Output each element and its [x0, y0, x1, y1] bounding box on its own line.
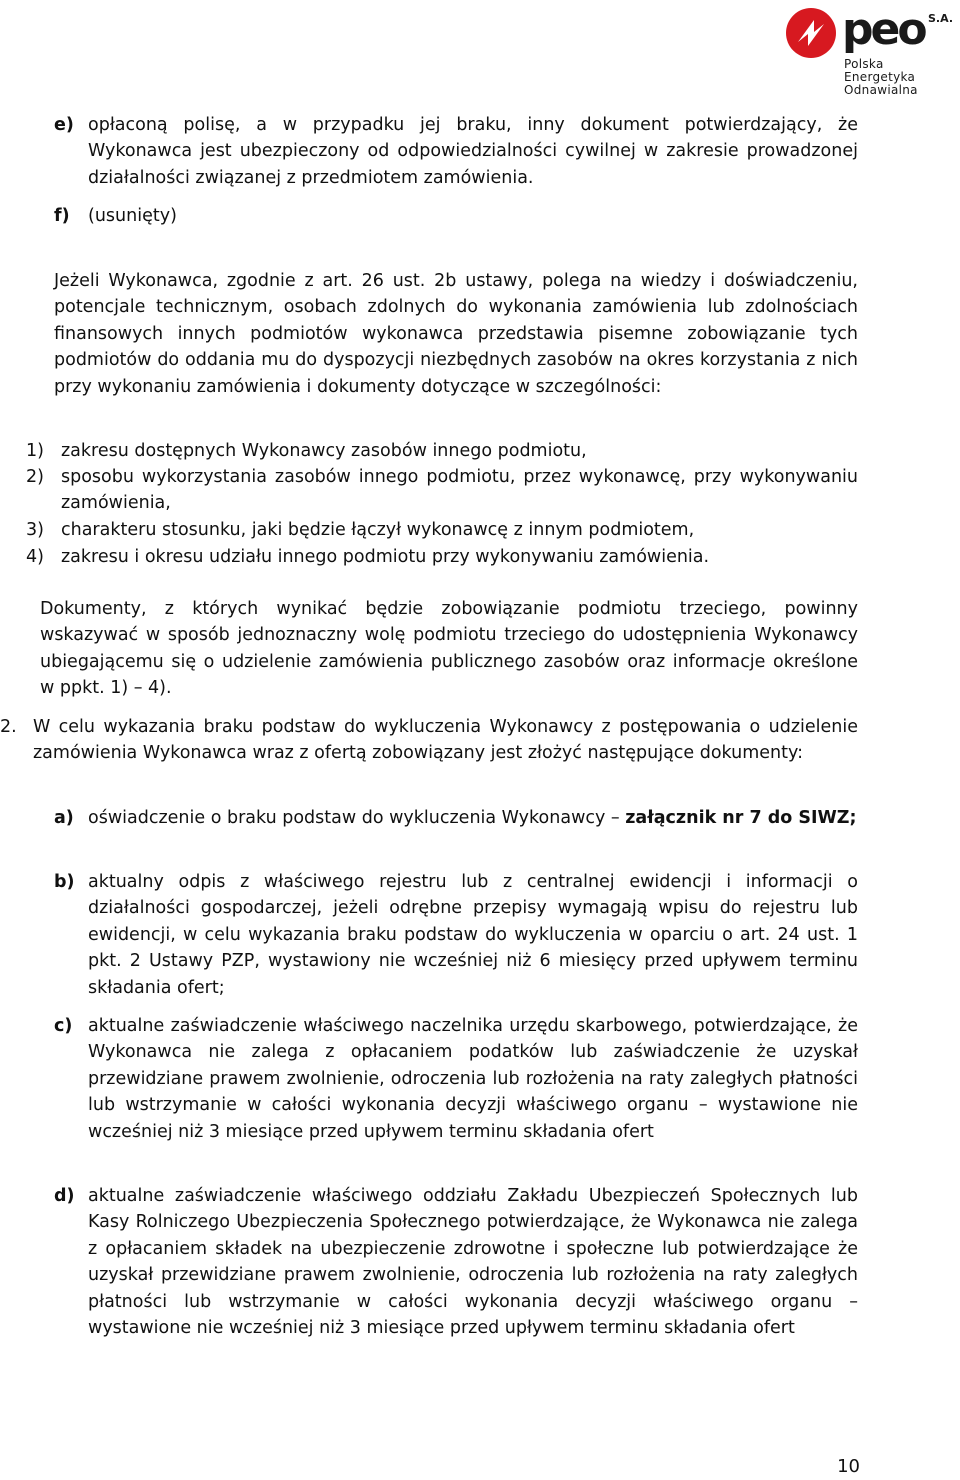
paragraph-resources: Jeżeli Wykonawca, zgodnie z art. 26 ust. 2b ustawy, polega na wiedzy i doświadczeniu, potencjale technicznym, osobach zdolnych do wykonania zamówienia lub zdolnościach finansowych innych podmiotów wykonawca przedstawia pisemne zobowiązanie tych podmiotów do oddania mu do dyspozycji niezbędnych zasobów na okres korzystania z nich przy wykonaniu zamówienia i dokumenty dotyczące w szczególności:	[54, 271, 858, 397]
list-item-label: b)	[54, 872, 75, 892]
paragraph-third-party-documents: Dokumenty, z których wynikać będzie zobowiązanie podmiotu trzeciego, powinny wskazywać w sposób jednoznaczny wolę podmiotu trzeciego do udostępnienia Wykonawcy ubiegającemu się o udzielenie zamówienia publicznego zasobów oraz informacje określone w ppkt. 1) – 4).	[40, 599, 858, 699]
logo-suffix: S.A.	[928, 12, 953, 25]
attachment-reference: załącznik nr 7 do SIWZ;	[625, 808, 857, 828]
list-item-text: (usunięty)	[88, 206, 177, 226]
list-item-text: aktualny odpis z właściwego rejestru lub z centralnej ewidencji i informacji o działalności gospodarczej, jeżeli odrębne przepisy wymagają wpisu do rejestru lub ewidencji, w celu wykazania braku podstaw do wykluczenia w oparciu o art. 24 ust. 1 pkt. 2 Ustawy PZP, wystawiony nie wcześniej niż 6 miesięcy przed upływem terminu składania ofert;	[88, 872, 858, 998]
list-item-text	[88, 805, 858, 831]
numbered-item-label: 1)	[26, 441, 44, 461]
list-item-text: aktualne zaświadczenie właściwego oddziału Zakładu Ubezpieczeń Społecznych lub Kasy Rolniczego Ubezpieczenia Społecznego potwierdzające, że Wykonawca nie zalega z opłacaniem składek na ubezpieczenie zdrowotne i społeczne lub potwierdzające że uzyskał przewidziane prawem zwolnienie, odroczenia lub rozłożenia na raty zaległych płatności lub wstrzymanie w całości wykonania decyzji właściwego organu – wystawione nie wcześniej niż 3 miesiące przed upływem terminu składania ofert	[88, 1186, 858, 1339]
peo-logo-mark-icon	[784, 6, 838, 60]
company-logo	[784, 4, 956, 97]
numbered-item-label: 4)	[26, 547, 44, 567]
page-number: 10	[837, 1456, 860, 1477]
numbered-item-text: sposobu wykorzystania zasobów innego podmiotu, przez wykonawcę, przy wykonywaniu zamówienia,	[61, 467, 858, 514]
list-item-label: f)	[54, 206, 70, 226]
logo-subtitle-line2: Odnawialna	[844, 83, 918, 97]
list-item-text: opłaconą polisę, a w przypadku jej braku, inny dokument potwierdzający, że Wykonawca jest ubezpieczony od odpowiedzialności cywilnej w zakresie prowadzonej działalności związanej z przedmiotem zamówienia.	[88, 115, 858, 188]
logo-wordmark: peo	[842, 4, 925, 55]
numbered-item-text: charakteru stosunku, jaki będzie łączył wykonawcę z innym podmiotem,	[61, 520, 695, 540]
list-item-text: aktualne zaświadczenie właściwego naczelnika urzędu skarbowego, potwierdzające, że Wykonawca nie zalega z opłacaniem podatków lub zaświadczenie że uzyskał przewidziane prawem zwolnienie, odroczenia lub rozłożenia na raty zaległych płatności lub wstrzymanie w całości wykonania decyzji właściwego organu – wystawione nie wcześniej niż 3 miesiące przed upływem terminu składania ofert	[88, 1016, 858, 1142]
numbered-item-label: 2)	[26, 467, 44, 487]
list-item-label: a)	[54, 808, 74, 828]
numbered-item-text: zakresu i okresu udziału innego podmiotu przy wykonywaniu zamówienia.	[61, 547, 710, 567]
list-item-label: d)	[54, 1186, 75, 1206]
section-2-label: 2.	[0, 717, 17, 737]
list-item-text-regular: oświadczenie o braku podstaw do wykluczenia Wykonawcy –	[88, 808, 626, 828]
numbered-item-label: 3)	[26, 520, 44, 540]
list-item-label: e)	[54, 115, 74, 135]
list-item-label: c)	[54, 1016, 73, 1036]
logo-subtitle-line1: Polska Energetyka	[844, 57, 916, 84]
section-2-text: W celu wykazania braku podstaw do wykluczenia Wykonawcy z postępowania o udzielenie zamówienia Wykonawca wraz z ofertą zobowiązany jest złożyć następujące dokumenty:	[33, 717, 858, 764]
numbered-item-text: zakresu dostępnych Wykonawcy zasobów innego podmiotu,	[61, 441, 587, 461]
logo-subtitle	[844, 58, 956, 97]
